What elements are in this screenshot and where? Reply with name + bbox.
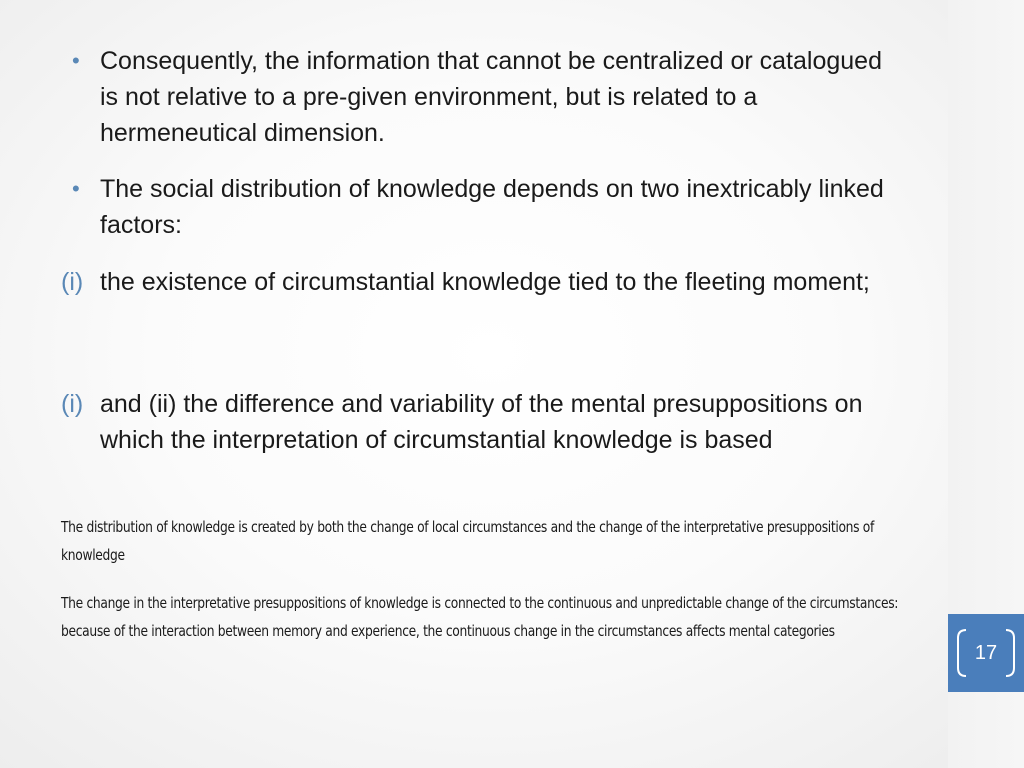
numbered-marker: (i) bbox=[61, 390, 84, 418]
numbered-text: and (ii) the difference and variability of the mental presuppositions on which the interpretation of circumstantial knowledge is based bbox=[100, 390, 863, 454]
numbered-text: the existence of circumstantial knowledge tied to the fleeting moment; bbox=[100, 268, 870, 296]
bullet-marker: • bbox=[72, 48, 80, 73]
page-number-badge bbox=[948, 614, 1024, 692]
bullet-marker: • bbox=[72, 176, 80, 201]
note-paragraph: The change in the interpretative presuppositions of knowledge is connected to the continuous and unpredictable change of the circumstances: because of the interaction between memory and experience, the continuous change in the circumstances affects mental categories bbox=[61, 594, 899, 640]
note-paragraph: The distribution of knowledge is created by both the change of local circumstances and the change of the interpretative presuppositions of knowledge bbox=[61, 518, 874, 564]
bullet-text: The social distribution of knowledge depends on two inextricably linked factors: bbox=[100, 175, 884, 239]
page-number: 17 bbox=[974, 642, 998, 664]
bullet-text: Consequently, the information that cannot be centralized or catalogued is not relative to a pre-given environment, but is related to a hermeneutical dimension. bbox=[100, 47, 882, 147]
numbered-marker: (i) bbox=[61, 268, 84, 296]
